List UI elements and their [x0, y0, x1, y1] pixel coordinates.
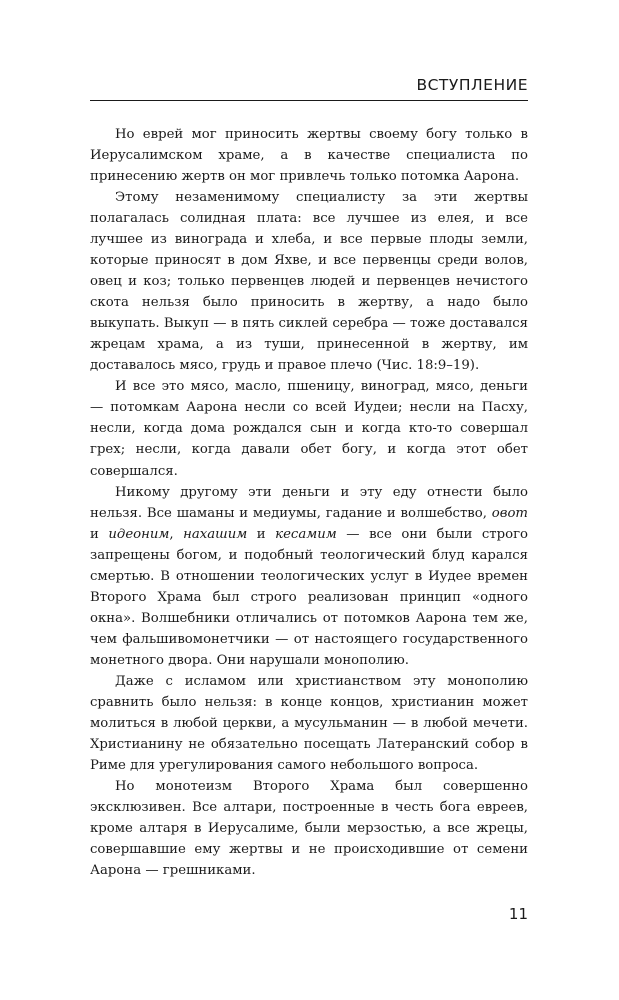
- paragraph-4-text: и: [247, 526, 276, 542]
- header-rule: [90, 100, 528, 101]
- italic-term-nakhashim: нахашим: [183, 526, 248, 542]
- paragraph-5: Даже с исламом или христианством эту монополию сравнить было нельзя: в конце концов, христианин может молиться в любой церкви, а мусульманин — в любой мечети. Христианину не обязательно посещать Латеранский собор в Риме для урегулирования самого небольшого вопроса.: [90, 673, 528, 773]
- paragraph-4-text: и: [90, 526, 109, 542]
- paragraph-4-text: Никому другому эти деньги и эту еду отнести было нельзя. Все шаманы и медиумы, гадание и волшебство,: [90, 484, 528, 521]
- paragraph-2: Этому незаменимому специалисту за эти жертвы полагалась солидная плата: все лучшее из елея, и все лучшее из винограда и хлеба, и все первые плоды земли, которые приносят в дом Яхве, и все первенцы среди волов, овец и коз; только первенцев людей и первенцев нечистого скота нельзя было приносить в жертву, а надо было выкупать. Выкуп — в пять сиклей серебра — тоже доставался жрецам храма, а из туши, принесенной в жертву, им доставалось мясо, грудь и правое плечо (Чис. 18:9–19).: [90, 190, 528, 374]
- page-number: 11: [508, 905, 528, 923]
- paragraph-1: Но еврей мог приносить жертвы своему богу только в Иерусалимском храме, а в качестве специалиста по принесению жертв он мог привлечь только потомка Аарона.: [90, 127, 528, 185]
- paragraph-3: И все это мясо, масло, пшеницу, виноград, мясо, деньги — потомкам Аарона несли со всей Иудеи; несли на Пасху, несли, когда дома рождался сын и когда кто-то совершал грех; несли, когда давали обет богу, и когда этот обет совершался.: [90, 379, 528, 479]
- italic-term-kesamim: кесамим: [275, 526, 337, 542]
- italic-term-ideonim: идеоним: [108, 526, 170, 542]
- italic-term-ovot: овот: [491, 505, 528, 521]
- paragraph-4: [90, 482, 528, 671]
- running-header: ВСТУПЛЕНИЕ: [416, 76, 528, 94]
- body-text: [90, 124, 528, 881]
- paragraph-4-text: — все они были строго запрещены богом, и подобный теологический блуд карался смертью. В отношении теологических услуг в Иудее времен Второго Храма был строго реализован принцип «одного окна». Волшебники отличались от потомков Аарона тем же, чем фальшивомонетчики — от настоящего государственного монетного двора. Они нарушали монополию.: [90, 526, 528, 668]
- paragraph-4-text: ,: [169, 526, 184, 542]
- paragraph-6: Но монотеизм Второго Храма был совершенно эксклюзивен. Все алтари, построенные в честь бога евреев, кроме алтаря в Иерусалиме, были мерзостью, а все жрецы, совершавшие ему жертвы и не происходившие от семени Аарона — грешниками.: [90, 778, 528, 879]
